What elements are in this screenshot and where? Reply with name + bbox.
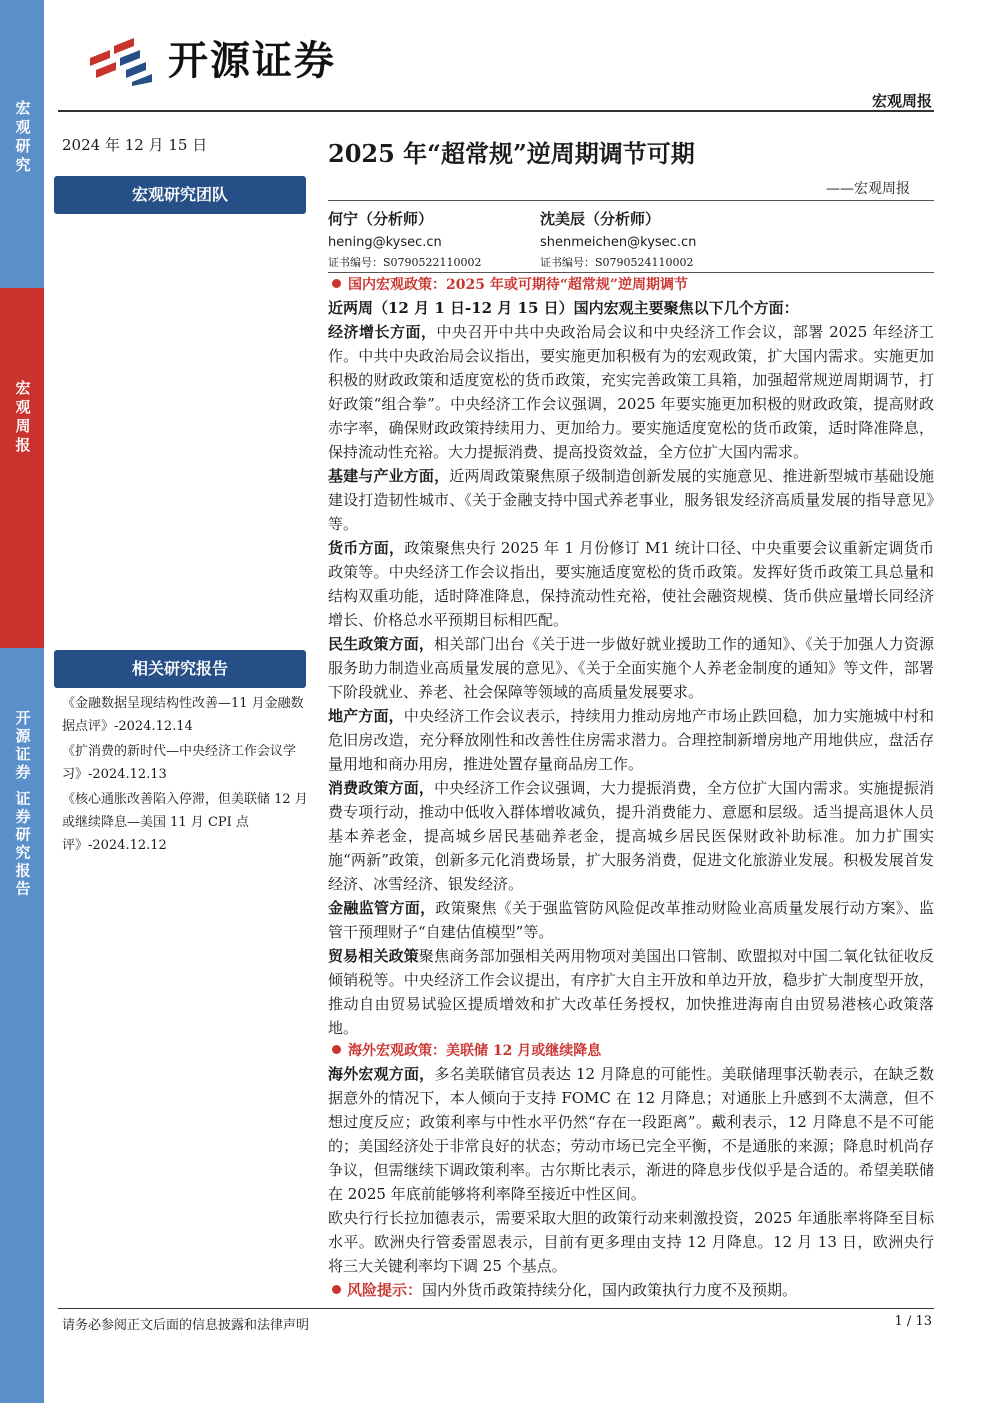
analyst-cert: 证书编号：S0790524110002 (540, 256, 694, 269)
paragraph-growth: 经济增长方面，中央召开中共中央政治局会议和中央经济工作会议，部署 2025 年经济工作。中共中央政治局会议指出，要实施更加积极有为的宏观政策，扩大国内需求。实施更加积极的财政政策和适度宽松的货币政策，充实完善政策工具箱，加强超常规逆周期调节，打好政策“组合拳”。中央经济工作会议强调，2025 年要实施更加积极的财政政策，提高财政赤字率，确保财政政策持续用力、更加给力。要实施适度宽松的货币政策，适时降准降息，保持流动性充裕。大力提振消费、提高投资效益，全方位扩大国内需求。 (328, 323, 934, 461)
section-intro: 近两周（12 月 1 日-12 月 15 日）国内宏观主要聚焦以下几个方面： (328, 299, 799, 317)
side-tab-macro-research: 宏观研究 (13, 100, 32, 176)
page-number: 1 / 13 (894, 1314, 932, 1329)
footer-divider (58, 1308, 934, 1309)
related-report-item[interactable]: 《核心通胀改善陷入停滞，但美联储 12 月或继续降息—美国 11 月 CPI 点评》-2024.12.12 (62, 792, 308, 853)
related-report-item[interactable]: 《扩消费的新时代—中央经济工作会议学习》-2024.12.13 (62, 744, 297, 782)
analyst-email[interactable]: hening@kysec.cn (328, 235, 442, 250)
side-strip-bottom (0, 648, 44, 1403)
paragraph-overseas: 海外宏观方面，多名美联储官员表达 12 月降息的可能性。美联储理事沃勒表示，在缺乏数据意外的情况下，本人倾向于支持 FOMC 在 12 月降息；对通胀上升感到不太满意，但不想过度反应；政策利率与中性水平仍然“存在一段距离”。戴利表示，12 月降息不是不可能的；美国经济处于非常良好的状态；劳动市场已完全平衡，不是通胀的来源；降息时机尚存争议，但需继续下调政策利率。古尔斯比表示，渐进的降息步伐似乎是合适的。希望美联储在 2025 年底前能够将利率降至接近中性区间。 (328, 1065, 934, 1203)
paragraph-real-estate: 地产方面，中央经济工作会议表示，持续用力推动房地产市场止跌回稳，加力实施城中村和危旧房改造，充分释放刚性和改善性住房需求潜力。合理控制新增房地产用地供应，盘活存量用地和商办用房，推进处置存量商品房工作。 (328, 707, 934, 773)
side-tab-securities-report: 开源证券 证券研究报告 (13, 710, 32, 899)
footer-disclaimer: 请务必参阅正文后面的信息披露和法律声明 (62, 1318, 310, 1333)
paragraph-infrastructure: 基建与产业方面，近两周政策聚焦原子级制造创新发展的实施意见、推进新型城市基础设施建设打造韧性城市、《关于金融支持中国式养老事业，服务银发经济高质量发展的指导意见》等。 (328, 467, 934, 533)
analyst-cert: 证书编号：S0790522110002 (328, 256, 482, 269)
bullet-icon (332, 1045, 341, 1054)
paragraph-consumption: 消费政策方面，中央经济工作会议强调，大力提振消费，全方位扩大国内需求。实施提振消费专项行动，推动中低收入群体增收减负，提升消费能力、意愿和层级。适当提高退休人员基本养老金，提高城乡居民基础养老金，提高城乡居民医保财政补助标准。加力扩围实施“两新”政策，创新多元化消费场景，扩大服务消费，促进文化旅游业发展。积极发展首发经济、冰雪经济、银发经济。 (328, 779, 934, 893)
report-body (328, 274, 934, 1302)
brand-logo-icon (86, 36, 158, 86)
paragraph-trade: 贸易相关政策聚焦商务部加强相关两用物项对美国出口管制、欧盟拟对中国二氧化钛征收反倾销税等。中央经济工作会议提出，有序扩大自主开放和单边开放，稳步扩大制度型开放，推动自由贸易试验区提质增效和扩大改革任务授权，加快推进海南自由贸易港核心政策落地。 (328, 947, 934, 1037)
related-reports-label: 相关研究报告 (54, 650, 306, 688)
side-tab-macro-weekly: 宏观周报 (13, 380, 32, 456)
report-subtitle: ——宏观周报 (826, 181, 910, 197)
paragraph-livelihood: 民生政策方面，相关部门出台《关于进一步做好就业援助工作的通知》、《关于加强人力资源服务助力制造业高质量发展的意见》、《关于全面实施个人养老金制度的通知》等文件，部署下阶段就业、养老、社会保障等领域的高质量发展要求。 (328, 635, 934, 701)
analyst-divider (328, 272, 934, 273)
report-date: 2024 年 12 月 15 日 (62, 136, 208, 154)
risk-warning: 风险提示：国内外货币政策持续分化，国内政策执行力度不及预期。 (328, 1278, 934, 1302)
bullet-icon (332, 279, 341, 288)
report-type-header: 宏观周报 (871, 92, 932, 110)
related-report-item[interactable]: 《金融数据呈现结构性改善—11 月金融数据点评》-2024.12.14 (62, 696, 304, 734)
paragraph-monetary: 货币方面，政策聚焦央行 2025 年 1 月份修订 M1 统计口径、中央重要会议重新定调货币政策等。中央经济工作会议指出，要实施适度宽松的货币政策。发挥好货币政策工具总量和结构双重功能，适时降准降息，保持流动性充裕，使社会融资规模、货币供应量增长同经济增长、价格总水平预期目标相匹配。 (328, 539, 934, 629)
bullet-icon (332, 1285, 341, 1294)
section-heading-domestic: 国内宏观政策：2025 年或可期待“超常规”逆周期调节 (328, 274, 934, 296)
related-reports-list (62, 692, 308, 859)
subtitle-divider (328, 200, 934, 201)
analyst-card (540, 208, 696, 270)
team-label: 宏观研究团队 (54, 176, 306, 214)
analyst-card (328, 208, 482, 270)
brand-name: 开源证券 (168, 38, 336, 84)
section-heading-overseas: 海外宏观政策：美联储 12 月或继续降息 (328, 1040, 934, 1062)
paragraph-financial-regulation: 金融监管方面，政策聚焦《关于强监管防风险促改革推动财险业高质量发展行动方案》、监管干预理财子“自建估值模型”等。 (328, 899, 934, 941)
analyst-name: 何宁（分析师） (328, 210, 434, 228)
header-divider (58, 110, 934, 112)
analyst-name: 沈美辰（分析师） (540, 210, 661, 228)
report-title: 2025 年“超常规”逆周期调节可期 (328, 139, 695, 168)
side-strip-top (0, 0, 44, 288)
paragraph-ecb: 欧央行行长拉加德表示，需要采取大胆的政策行动来刺激投资，2025 年通胀率将降至目标水平。欧洲央行管委雷恩表示，目前有更多理由支持 12 月降息。12 月 13 日，欧洲央行将三大关键利率均下调 25 个基点。 (328, 1209, 934, 1275)
analyst-email[interactable]: shenmeichen@kysec.cn (540, 235, 697, 250)
side-strip-middle (0, 288, 44, 648)
